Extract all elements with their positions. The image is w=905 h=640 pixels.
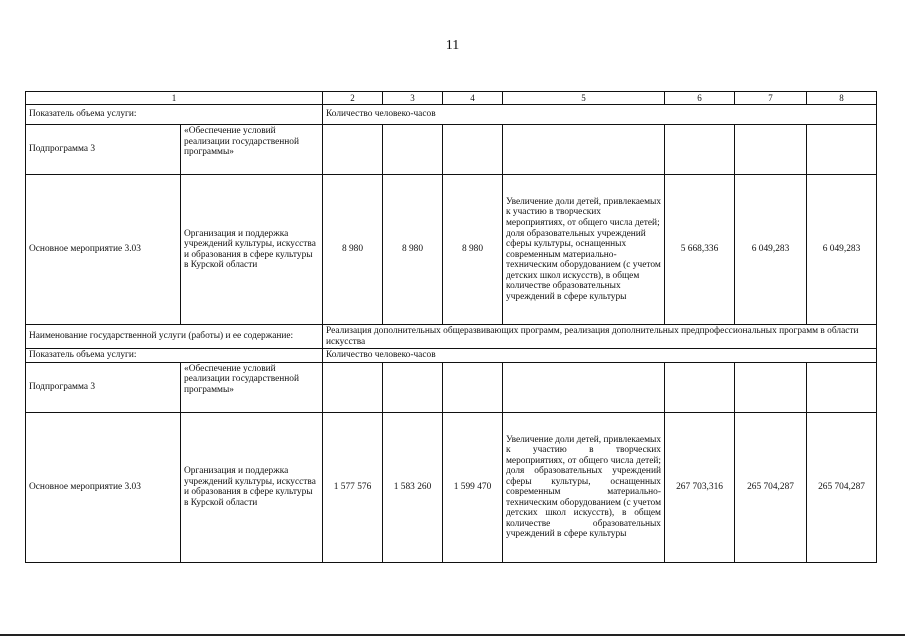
empty-cell xyxy=(503,362,665,412)
value-col-2: 8 980 xyxy=(323,175,383,325)
empty-cell xyxy=(665,362,735,412)
service-label: Наименование государственной услуги (работы) и ее содержание: xyxy=(26,325,323,349)
subprogram-name: «Обеспечение условий реализации государственной программы» xyxy=(181,125,323,175)
indicator-label: Показатель объема услуги: xyxy=(26,349,323,363)
value-col-3: 1 583 260 xyxy=(383,412,443,562)
value-col-6: 267 703,316 xyxy=(665,412,735,562)
empty-cell xyxy=(735,362,807,412)
activity-row xyxy=(26,175,877,325)
value-col-8: 265 704,287 xyxy=(807,412,877,562)
column-header: 1 xyxy=(26,92,323,105)
activity-description: Организация и поддержка учреждений культуры, искусства и образования в сфере культуры в Курской области xyxy=(181,412,323,562)
indicator-label: Показатель объема услуги: xyxy=(26,105,323,125)
empty-cell xyxy=(735,125,807,175)
activity-row xyxy=(26,412,877,562)
column-header: 7 xyxy=(735,92,807,105)
service-value: Реализация дополнительных общеразвивающих программ, реализация дополнительных предпрофессиональных программ в области искусства xyxy=(323,325,877,349)
activity-indicators: Увеличение доли детей, привлекаемых к участию в творческих мероприятиях, от общего числа детей; доля образовательных учреждений сферы культуры, оснащенных современным материально-техническим оборудованием (с учетом детских школ искусств), в общем количестве образовательных учреждений в сфере культуры xyxy=(503,175,665,325)
column-header: 3 xyxy=(383,92,443,105)
empty-cell xyxy=(383,125,443,175)
column-header: 6 xyxy=(665,92,735,105)
value-col-3: 8 980 xyxy=(383,175,443,325)
empty-cell xyxy=(323,125,383,175)
empty-cell xyxy=(807,362,877,412)
activity-label: Основное мероприятие 3.03 xyxy=(26,412,181,562)
subprogram-label: Подпрограмма 3 xyxy=(26,125,181,175)
subprogram-label: Подпрограмма 3 xyxy=(26,362,181,412)
value-col-8: 6 049,283 xyxy=(807,175,877,325)
value-col-4: 8 980 xyxy=(443,175,503,325)
activity-description: Организация и поддержка учреждений культуры, искусства и образования в сфере культуры в Курской области xyxy=(181,175,323,325)
indicator-value: Количество человеко-часов xyxy=(323,349,877,363)
value-col-2: 1 577 576 xyxy=(323,412,383,562)
subprogram-row xyxy=(26,125,877,175)
activity-indicators: Увеличение доли детей, привлекаемых к участию в творческих мероприятиях, от общего числа детей; доля образовательных учреждений сферы культуры, оснащенных современным материально-техническим оборудованием (с учетом детских школ искусств), в общем количестве образовательных учреждений в сфере культуры xyxy=(503,412,665,562)
subprogram-row xyxy=(26,362,877,412)
activity-label: Основное мероприятие 3.03 xyxy=(26,175,181,325)
program-table xyxy=(25,91,877,563)
value-col-7: 6 049,283 xyxy=(735,175,807,325)
column-header: 5 xyxy=(503,92,665,105)
indicator-value: Количество человеко-часов xyxy=(323,105,877,125)
indicator-row xyxy=(26,349,877,363)
indicator-row xyxy=(26,105,877,125)
value-col-7: 265 704,287 xyxy=(735,412,807,562)
column-number-row xyxy=(26,92,877,105)
empty-cell xyxy=(383,362,443,412)
page-number: 11 xyxy=(445,38,460,53)
empty-cell xyxy=(443,362,503,412)
column-header: 2 xyxy=(323,92,383,105)
column-header: 8 xyxy=(807,92,877,105)
subprogram-name: «Обеспечение условий реализации государственной программы» xyxy=(181,362,323,412)
value-col-6: 5 668,336 xyxy=(665,175,735,325)
service-row xyxy=(26,325,877,349)
empty-cell xyxy=(665,125,735,175)
empty-cell xyxy=(323,362,383,412)
empty-cell xyxy=(807,125,877,175)
empty-cell xyxy=(503,125,665,175)
page-edge-divider xyxy=(0,634,905,636)
value-col-4: 1 599 470 xyxy=(443,412,503,562)
empty-cell xyxy=(443,125,503,175)
column-header: 4 xyxy=(443,92,503,105)
